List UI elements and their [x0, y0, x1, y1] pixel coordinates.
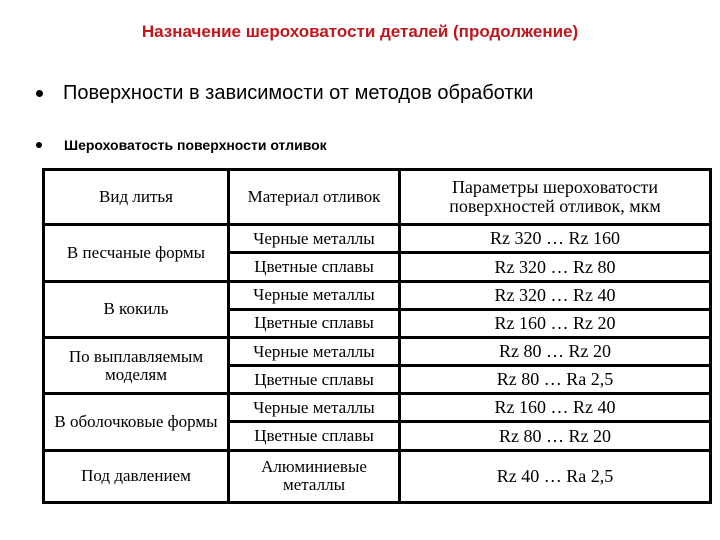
bullet-item — [36, 82, 533, 105]
method-cell: В оболочковые формы — [44, 394, 229, 450]
material-cell: Черные металлы — [229, 225, 400, 253]
table-header-row — [44, 170, 711, 225]
bullet-item — [36, 137, 327, 153]
table-row — [44, 281, 711, 309]
material-cell: Цветные сплавы — [229, 366, 400, 394]
material-cell: Черные металлы — [229, 337, 400, 365]
value-cell: Rz 80 … Ra 2,5 — [400, 366, 711, 394]
material-cell: Черные металлы — [229, 281, 400, 309]
bullet-text: Поверхности в зависимости от методов обработки — [63, 82, 534, 104]
value-cell: Rz 160 … Rz 20 — [400, 309, 711, 337]
method-cell: В песчаные формы — [44, 225, 229, 281]
method-cell: Под давлением — [44, 450, 229, 502]
table-row — [44, 225, 711, 253]
slide-title: Назначение шероховатости деталей (продолжение) — [141, 22, 579, 41]
value-cell: Rz 320 … Rz 80 — [400, 253, 711, 281]
value-cell: Rz 80 … Rz 20 — [400, 422, 711, 450]
header-cell-parameters: Параметры шероховатости поверхностей отливок, мкм — [400, 170, 711, 225]
bullet-dot-icon — [36, 90, 43, 97]
method-cell: По выплавляемым моделям — [44, 337, 229, 393]
table-row — [44, 337, 711, 365]
method-cell: В кокиль — [44, 281, 229, 337]
material-cell: Цветные сплавы — [229, 253, 400, 281]
material-cell: Алюминиевые металлы — [229, 450, 400, 502]
header-cell-material: Материал отливок — [229, 170, 400, 225]
material-cell: Цветные сплавы — [229, 422, 400, 450]
value-cell: Rz 80 … Rz 20 — [400, 337, 711, 365]
material-cell: Черные металлы — [229, 394, 400, 422]
material-cell: Цветные сплавы — [229, 309, 400, 337]
value-cell: Rz 160 … Rz 40 — [400, 394, 711, 422]
value-cell: Rz 40 … Ra 2,5 — [400, 450, 711, 502]
value-cell: Rz 320 … Rz 160 — [400, 225, 711, 253]
bullet-dot-icon — [36, 142, 42, 148]
header-cell-method: Вид литья — [44, 170, 229, 225]
roughness-table — [42, 168, 712, 504]
bullet-text: Шероховатость поверхности отливок — [64, 137, 327, 153]
table-row — [44, 394, 711, 422]
value-cell: Rz 320 … Rz 40 — [400, 281, 711, 309]
table-row — [44, 450, 711, 502]
